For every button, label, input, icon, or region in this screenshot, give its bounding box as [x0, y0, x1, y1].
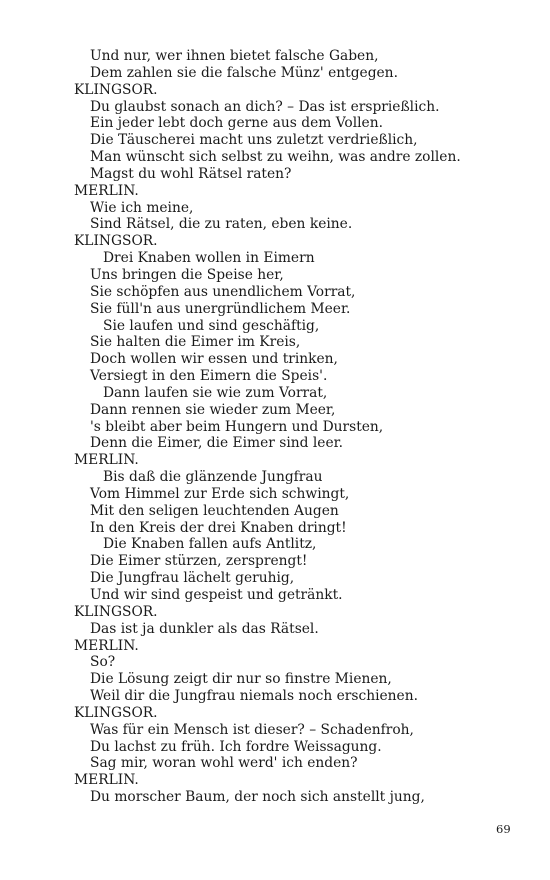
verse-line: 's bleibt aber beim Hungern und Dursten, — [90, 418, 384, 435]
verse-line: Wie ich meine, — [90, 199, 194, 216]
verse-line: Doch wollen wir essen und trinken, — [90, 351, 338, 368]
speaker-name: KLINGSOR. — [74, 81, 158, 98]
verse-line: Mit den seligen leuchtenden Augen — [90, 502, 339, 519]
play-text — [74, 48, 534, 806]
speaker-name: MERLIN. — [74, 452, 139, 469]
verse-line: Vom Himmel zur Erde sich schwingt, — [90, 485, 350, 502]
page-number: 69 — [496, 822, 511, 836]
verse-line: Man wünscht sich selbst zu weihn, was andre zollen. — [90, 149, 461, 166]
verse-line: Magst du wohl Rätsel raten? — [90, 165, 292, 182]
verse-line: Dann laufen sie wie zum Vorrat, — [103, 384, 328, 401]
verse-line: Sie laufen und sind geschäftig, — [103, 317, 320, 334]
speaker-name: KLINGSOR. — [74, 233, 158, 250]
verse-line: Die Eimer stürzen, zersprengt! — [90, 553, 308, 570]
verse-line: Und nur, wer ihnen bietet falsche Gaben, — [90, 48, 379, 64]
verse-line: Denn die Eimer, die Eimer sind leer. — [90, 435, 344, 452]
verse-line: In den Kreis der drei Knaben dringt! — [90, 519, 347, 536]
speaker-name: MERLIN. — [74, 182, 139, 199]
verse-line: Die Jungfrau lächelt geruhig, — [90, 570, 295, 587]
verse-line: Drei Knaben wollen in Eimern — [103, 250, 315, 267]
speaker-name: MERLIN. — [74, 637, 139, 654]
verse-line: Die Knaben fallen aufs Antlitz, — [103, 536, 317, 553]
speaker-name: MERLIN. — [74, 772, 139, 789]
verse-line: Du glaubst sonach an dich? – Das ist ersprießlich. — [90, 98, 440, 115]
verse-line: Weil dir die Jungfrau niemals noch erschienen. — [90, 688, 418, 705]
verse-line: Das ist ja dunkler als das Rätsel. — [90, 620, 319, 637]
verse-line: Und wir sind gespeist und getränkt. — [90, 587, 343, 603]
verse-line: Dann rennen sie wieder zum Meer, — [90, 401, 336, 418]
verse-line: So? — [90, 654, 116, 671]
verse-line: Die Täuscherei macht uns zuletzt verdrießlich, — [90, 132, 418, 149]
verse-line: Du lachst zu früh. Ich fordre Weissagung. — [90, 738, 382, 755]
verse-line: Die Lösung zeigt dir nur so finstre Mienen, — [90, 671, 392, 688]
verse-line: Sie füll'n aus unergründlichem Meer. — [90, 300, 351, 317]
verse-line: Versiegt in den Eimern die Speis'. — [90, 368, 328, 385]
verse-line: Sag mir, woran wohl werd' ich enden? — [90, 755, 358, 772]
verse-line: Sie schöpfen aus unendlichem Vorrat, — [90, 283, 356, 300]
verse-line: Sie halten die Eimer im Kreis, — [90, 334, 301, 351]
verse-line: Dem zahlen sie die falsche Münz' entgegen. — [90, 64, 398, 81]
speaker-name: KLINGSOR. — [74, 704, 158, 721]
verse-line: Ein jeder lebt doch gerne aus dem Vollen. — [90, 115, 383, 132]
verse-line: Uns bringen die Speise her, — [90, 266, 284, 283]
verse-line: Sind Rätsel, die zu raten, eben keine. — [90, 216, 353, 233]
speaker-name: KLINGSOR. — [74, 603, 158, 620]
verse-line: Du morscher Baum, der noch sich anstellt jung, — [90, 789, 425, 806]
verse-line: Was für ein Mensch ist dieser? – Schadenfroh, — [90, 721, 414, 738]
verse-line: Bis daß die glänzende Jungfrau — [103, 469, 323, 486]
